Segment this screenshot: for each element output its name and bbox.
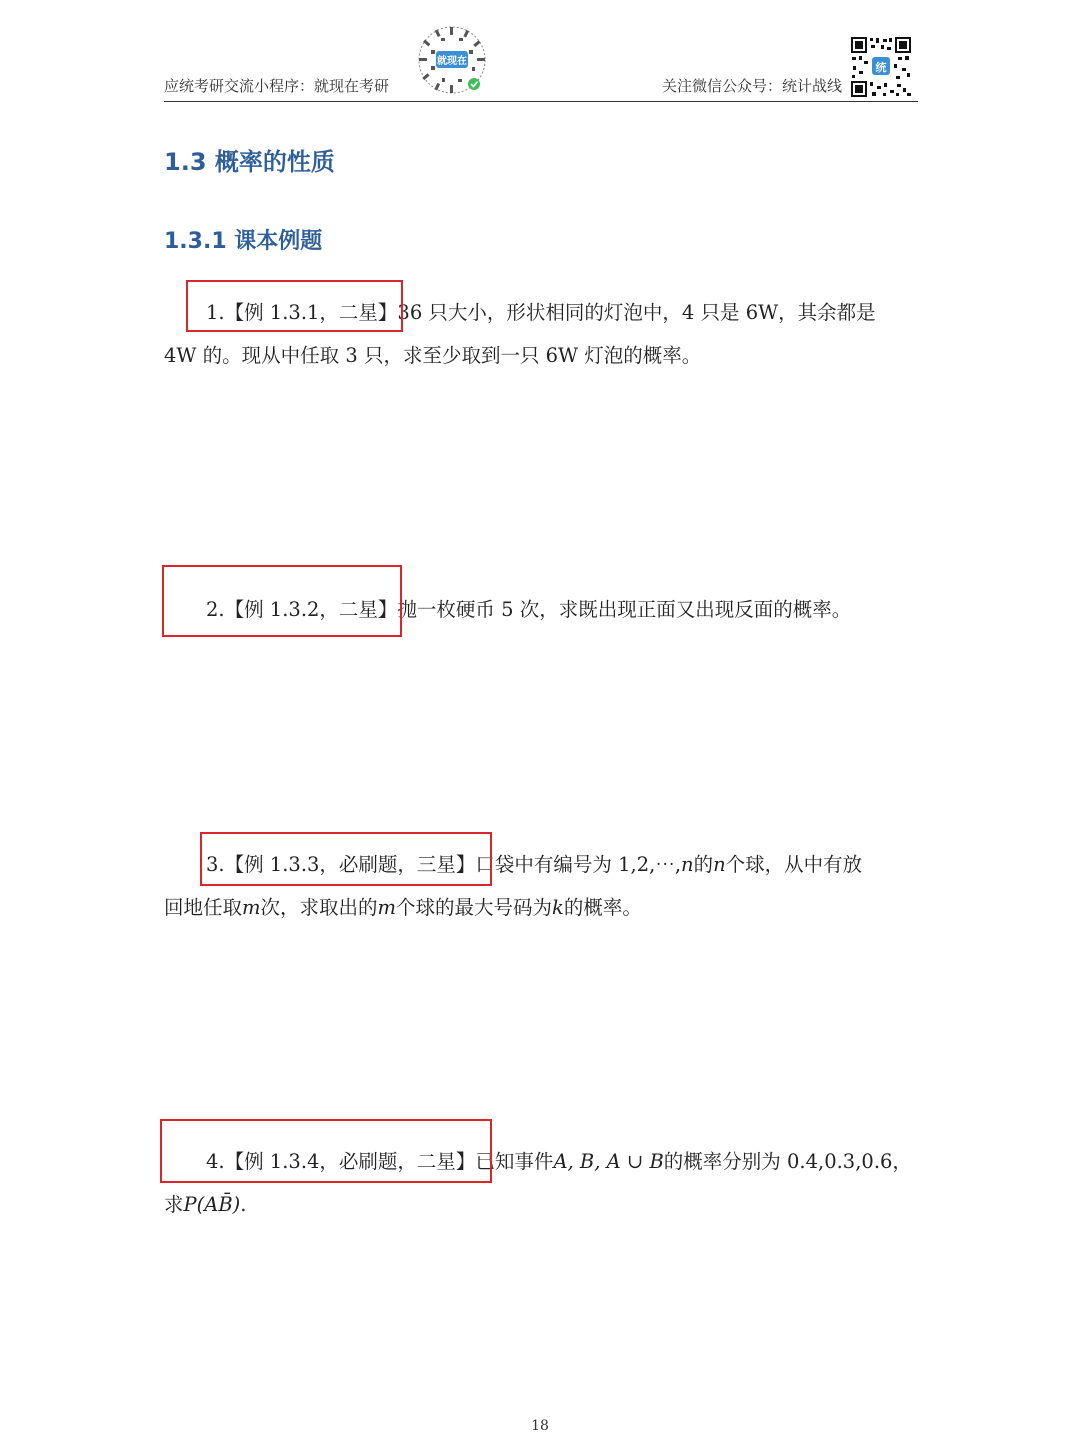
math-events: A, B, A ∪ B xyxy=(553,1150,664,1173)
section-title: 1.3 概率的性质 xyxy=(164,148,335,176)
example-2-tag: 2.【例 1.3.2，二星】 xyxy=(206,598,398,621)
example-3-line-2 xyxy=(164,886,920,929)
example-4-text-1a: 已知事件 xyxy=(475,1150,554,1173)
example-3-tag: 3.【例 1.3.3，必刷题，三星】 xyxy=(206,853,476,876)
example-3-text-2a: 回地任取 xyxy=(164,896,243,919)
mini-program-code-icon[interactable] xyxy=(416,24,488,96)
mini-code-label: 就现在 xyxy=(437,56,467,67)
math-var-n: n xyxy=(681,853,694,876)
example-4-highlight-box xyxy=(160,1119,492,1183)
example-4-text-2a: 求 xyxy=(164,1193,184,1216)
example-1-text-1: 36 只大小，形状相同的灯泡中，4 只是 6W，其余都是 xyxy=(397,301,876,324)
math-var-n: n xyxy=(713,853,726,876)
example-3-text-2c: 个球的最大号码为 xyxy=(396,896,553,919)
example-3-text-1a: 口袋中有编号为 1,2,⋯, xyxy=(475,853,682,876)
math-var-m: m xyxy=(242,896,261,919)
example-1-highlight-box xyxy=(186,280,403,332)
math-probability-expression: P(AB̄) xyxy=(183,1193,241,1216)
qr-code-label: 统 xyxy=(875,61,887,74)
example-3-text-2d: 的概率。 xyxy=(563,896,642,919)
example-2-highlight-box xyxy=(162,565,402,637)
page-number: 18 xyxy=(531,1418,549,1434)
example-3-text-1c: 个球，从中有放 xyxy=(725,853,863,876)
qr-code-icon[interactable] xyxy=(850,36,912,98)
example-4-line-2 xyxy=(164,1183,920,1226)
example-3-text-2b: 次，求取出的 xyxy=(260,896,378,919)
header-mini-program-text: 应统考研交流小程序：就现在考研 xyxy=(164,77,390,95)
example-1-line-2: 4W 的。现从中任取 3 只，求至少取到一只 6W 灯泡的概率。 xyxy=(164,344,702,367)
example-4-tag: 4.【例 1.3.4，必刷题，二星】 xyxy=(206,1150,476,1173)
example-3-text-1b: 的 xyxy=(693,853,714,876)
page-header xyxy=(164,24,918,102)
example-2-text-1: 抛一枚硬币 5 次，求既出现正面又出现反面的概率。 xyxy=(397,598,852,621)
header-wechat-account-text: 关注微信公众号：统计战线 xyxy=(661,77,842,95)
math-var-k: k xyxy=(552,896,564,919)
example-3-highlight-box xyxy=(200,832,492,886)
example-1-tag: 1.【例 1.3.1，二星】 xyxy=(206,301,398,324)
subsection-title: 1.3.1 课本例题 xyxy=(164,229,323,254)
example-4-text-1b: 的概率分别为 0.4,0.3,0.6， xyxy=(663,1150,912,1173)
example-4-text-2b: . xyxy=(240,1193,247,1216)
math-var-m: m xyxy=(377,896,397,919)
